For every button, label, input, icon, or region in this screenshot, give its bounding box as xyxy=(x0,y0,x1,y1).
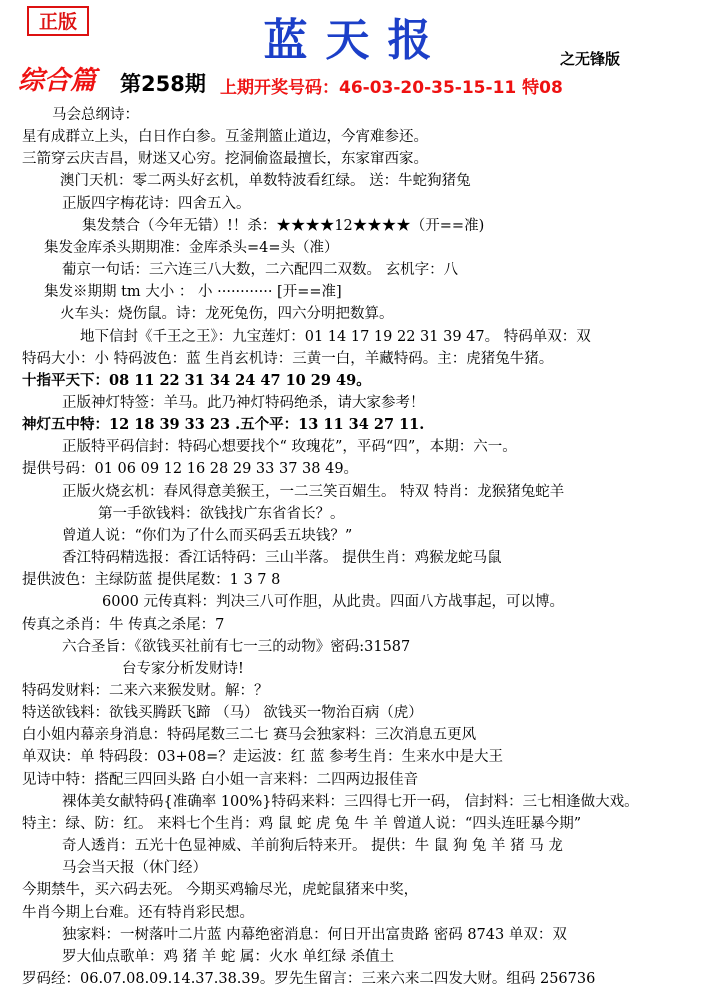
edition-badge: 正版 xyxy=(27,6,89,36)
text-line: 集发金库杀头期期准：金库杀头=4=头（准） xyxy=(44,240,339,256)
text-line: 火车头：烧伤鼠。诗：龙死兔伤，四六分明把数算。 xyxy=(60,306,394,322)
text-line: 传真之杀肖：牛 传真之杀尾：7 xyxy=(22,617,225,633)
text-line: 葡京一句话：三六连三八大数，二六配四二双数。 玄机字：八 xyxy=(62,262,459,278)
text-line: 裸体美女献特码{准确率 100%}特码来料：三四得七开一码， 信封料：三七相逢做大戏。 xyxy=(62,794,639,810)
text-line: 牛肖今期上台难。还有特肖彩民想。 xyxy=(22,905,254,921)
text-line: 六合圣旨：《欲钱买社前有七一三的动物》密码:31587 xyxy=(62,639,411,655)
text-line: 香江特码精选报：香江话特码：三山半落。 提供生肖：鸡猴龙蛇马鼠 xyxy=(62,550,502,566)
text-line: 特码发财料：二来六来猴发财。解：？ xyxy=(22,683,269,699)
last-draw-numbers: 上期开奖号码：46-03-20-35-15-11 特08 xyxy=(220,78,563,98)
text-line: 星有成群立上头，白日作白参。互釜荆篮止道边，今宵难参还。 xyxy=(22,129,428,145)
text-line: 提供号码：01 06 09 12 16 28 29 33 37 38 49。 xyxy=(22,461,359,477)
text-line: 罗码经：06.07.08.09.14.37.38.39。罗先生留言：三来六来二四发大财。组码 256736 xyxy=(22,971,596,987)
text-line: 6000 元传真料：判决三八可作胆，从此贵。四面八方战事起，可以博。 xyxy=(102,594,565,610)
text-line: 马会当天报（休门经） xyxy=(62,860,207,876)
text-line: 澳门天机：零二两头好玄机，单数特波看红绿。 送：牛蛇狗猪兔 xyxy=(60,173,471,189)
text-line: 第一手欲钱料：欲钱找广东省省长？。 xyxy=(98,506,345,522)
text-line: 奇人透肖：五光十色显神威、羊前狗后特来开。 提供：牛 鼠 狗 兔 羊 猪 马 龙 xyxy=(62,838,563,854)
text-line: 罗大仙点歌单：鸡 猪 羊 蛇 属：火水 单红绿 杀值土 xyxy=(62,949,395,965)
section-label: 综合篇 xyxy=(18,66,97,96)
text-line: 三箭穿云庆吉昌，财迷又心穷。挖洞偷盗最擅长，东家窜西家。 xyxy=(22,151,428,167)
text-line: 集发※期期 tm 大小 ： 小 ············ [开==准] xyxy=(44,284,342,300)
text-line: 曾道人说：“你们为了什么而买码丢五块钱？” xyxy=(62,528,353,544)
issue-number: 第258期 xyxy=(120,72,206,96)
text-line: 特主：绿、防：红。 来料七个生肖：鸡 鼠 蛇 虎 兔 牛 羊 曾道人说：“四头连旺暴今期” xyxy=(22,816,582,832)
newspaper-title: 蓝天报 xyxy=(263,15,450,66)
text-line: 十指平天下：08 11 22 31 34 24 47 10 29 49。 xyxy=(22,372,371,389)
text-line: 见诗中特：搭配三四回头路 白小姐一言来料：二四两边报佳音 xyxy=(22,772,419,788)
text-line: 提供波色：主绿防蓝 提供尾数：1 3 7 8 xyxy=(22,572,281,588)
text-line: 今期禁牛，买六码去死。 今期买鸡输尽光，虎蛇鼠猪来中奖， xyxy=(22,882,419,898)
text-line: 特码大小：小 特码波色：蓝 生肖玄机诗：三黄一白，羊藏特码。主：虎猪兔牛猪。 xyxy=(22,351,554,367)
text-line: 独家料：一树落叶二片蓝 内幕绝密消息：何日开出富贵路 密码 8743 单双：双 xyxy=(62,927,567,943)
text-line: 单双诀：单 特码段：03+08=？走运波：红 蓝 参考生肖：生来水中是大王 xyxy=(22,749,504,765)
text-line: 特送欲钱料：欲钱买腾跃飞蹄 （马） 欲钱买一物治百病（虎） xyxy=(22,705,423,721)
text-line: 马会总纲诗： xyxy=(52,107,139,123)
text-line: 台专家分析发财诗! xyxy=(122,661,244,677)
text-line: 正版火烧玄机：春风得意美猴王，一二三笑百媚生。 特双 特肖：龙猴猪兔蛇羊 xyxy=(62,484,565,500)
text-line: 白小姐内幕亲身消息：特码尾数三二七 赛马会独家料：三次消息五更风 xyxy=(22,727,477,743)
text-line: 地下信封《千王之王》：九宝莲灯：01 14 17 19 22 31 39 47。 特码单双：双 xyxy=(80,329,591,345)
text-line: 正版特平码信封：特码心想要找个“ 玫瑰花”，平码“四”，本期：六一。 xyxy=(62,439,517,455)
text-line: 集发禁合（今年无错）!！杀：★★★★12★★★★（开==准) xyxy=(82,218,485,234)
text-line: 正版神灯特签：羊马。此乃神灯特码绝杀，请大家参考！ xyxy=(62,395,425,411)
edition-label: 之无锋版 xyxy=(560,50,621,68)
text-line: 神灯五中特：12 18 39 33 23 .五个平：13 11 34 27 11. xyxy=(22,416,425,433)
text-line: 正版四字梅花诗：四舍五入。 xyxy=(62,196,251,212)
